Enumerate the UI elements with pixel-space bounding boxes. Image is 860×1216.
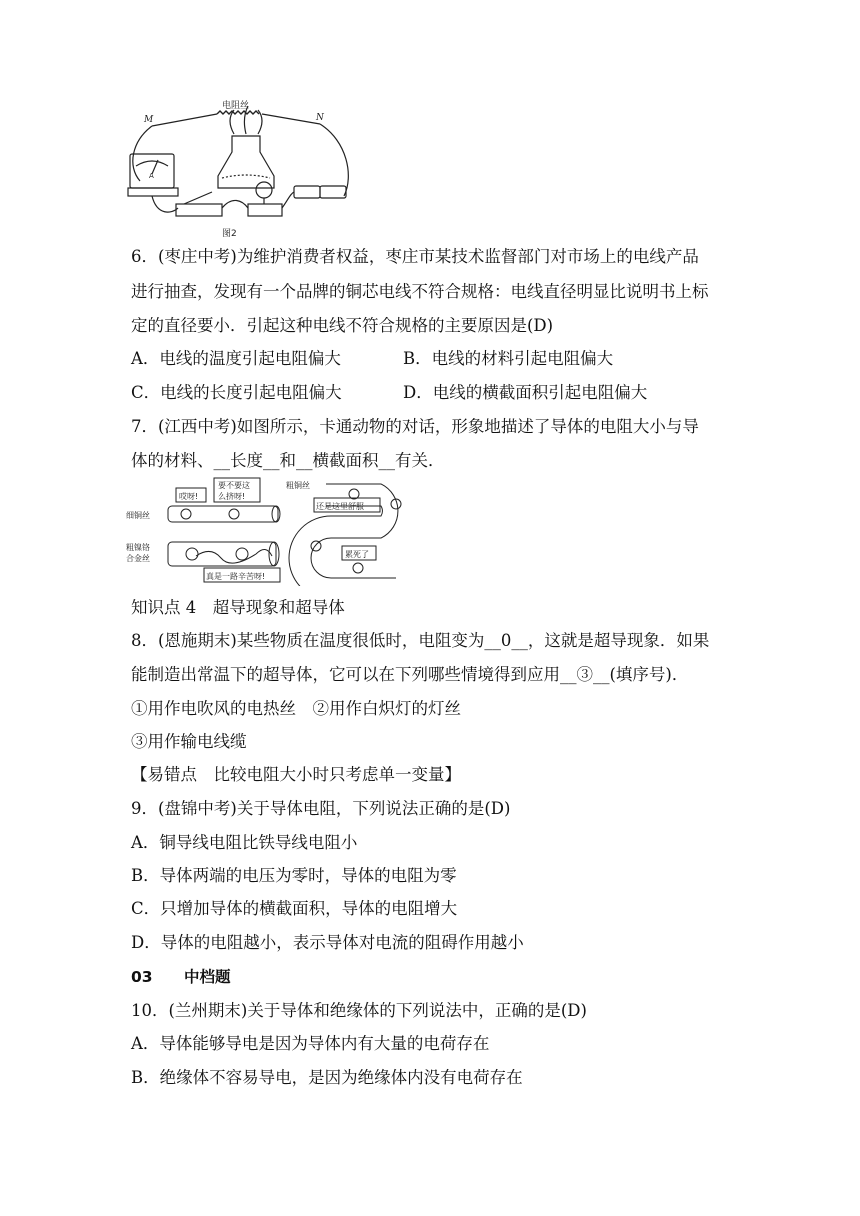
battery-2 [320, 186, 346, 198]
bulb [256, 182, 272, 198]
bubble-tired: 累死了 [345, 550, 369, 559]
q6-option-b: B．电线的材料引起电阻偏大 [403, 349, 614, 368]
thick-nichrome-label-1: 粗镍铬 [126, 543, 150, 552]
q8-options-1-2: ①用作电吹风的电热丝 ②用作白炽灯的灯丝 [131, 699, 461, 718]
bubble-hard: 真是一路辛苦呀! [206, 572, 266, 581]
label-n: N [316, 113, 324, 123]
q6-line-2: 进行抽查，发现有一个品牌的铜芯电线不符合规格：电线直径明显比说明书上标 [131, 282, 709, 301]
thin-copper-label: 细铜丝 [126, 511, 150, 520]
q9-stem: 9．(盘锦中考)关于导体电阻，下列说法正确的是(D) [131, 799, 511, 818]
knowledge-point-4-title: 知识点 4 超导现象和超导体 [131, 598, 345, 617]
q9-option-a: A．铜导线电阻比铁导线电阻小 [131, 833, 358, 852]
q7-line-2: 体的材料、__长度__和__横截面积__有关． [131, 451, 445, 470]
q6-option-c: C．电线的长度引起电阻偏大 [131, 383, 342, 402]
bubble-squeeze-2: 么挤呀! [218, 492, 246, 501]
cartoon-figure [126, 476, 426, 586]
bubble-ouch: 哎呀! [179, 492, 199, 501]
section-number: 03 [131, 968, 153, 986]
q6-option-a: A．电线的温度引起电阻偏大 [131, 349, 341, 368]
q8-line-1: 8．(恩施期末)某些物质在温度很低时，电阻变为__0__，这就是超导现象．如果 [131, 631, 710, 650]
q10-option-b: B．绝缘体不容易导电，是因为绝缘体内没有电荷存在 [131, 1068, 523, 1087]
q6-line-3: 定的直径要小．引起这种电线不符合规格的主要原因是(D) [131, 316, 554, 335]
label-m: M [144, 115, 154, 125]
q8-option-3: ③用作输电线缆 [131, 732, 247, 751]
thick-nichrome-tube [168, 542, 276, 566]
q6-line-1: 6．(枣庄中考)为维护消费者权益，枣庄市某技术监督部门对市场上的电线产品 [131, 247, 699, 266]
switch-base [176, 204, 222, 216]
thick-copper-label: 粗铜丝 [286, 481, 310, 490]
wire-label: 电阻丝 [222, 101, 250, 111]
thick-nichrome-label-2: 合金丝 [126, 554, 150, 563]
q9-option-c: C．只增加导体的横截面积，导体的电阻增大 [131, 899, 458, 918]
wire-right [320, 124, 348, 196]
q10-stem: 10．(兰州期末)关于导体和绝缘体的下列说法中，正确的是(D) [131, 1001, 587, 1020]
q9-option-b: B．导体两端的电压为零时，导体的电阻为零 [131, 866, 457, 885]
section-title: 中档题 [184, 968, 231, 986]
thin-copper-tube [168, 506, 278, 522]
figure-caption: 图2 [222, 229, 237, 239]
mistake-point-title: 【易错点 比较电阻大小时只考虑单一变量】 [131, 765, 461, 784]
ammeter-label: A [149, 172, 154, 180]
bubble-squeeze-1: 要不要这 [218, 481, 250, 490]
bubble-comfort: 还是这里舒服 [316, 502, 364, 511]
resistance-wire [217, 111, 259, 114]
circuit-figure [122, 96, 362, 242]
q9-option-d: D．导体的电阻越小，表示导体对电流的阻碍作用越小 [131, 933, 524, 952]
battery-1 [294, 186, 320, 198]
ammeter [130, 154, 174, 188]
q6-option-d: D．电线的横截面积引起电阻偏大 [403, 383, 648, 402]
q8-line-2: 能制造出常温下的超导体，它可以在下列哪些情境得到应用__③__(填序号)． [131, 665, 689, 684]
flask [218, 136, 274, 188]
q10-option-a: A．导体能够导电是因为导体内有大量的电荷存在 [131, 1034, 490, 1053]
q7-line-1: 7．(江西中考)如图所示，卡通动物的对话，形象地描述了导体的电阻大小与导 [131, 417, 699, 436]
